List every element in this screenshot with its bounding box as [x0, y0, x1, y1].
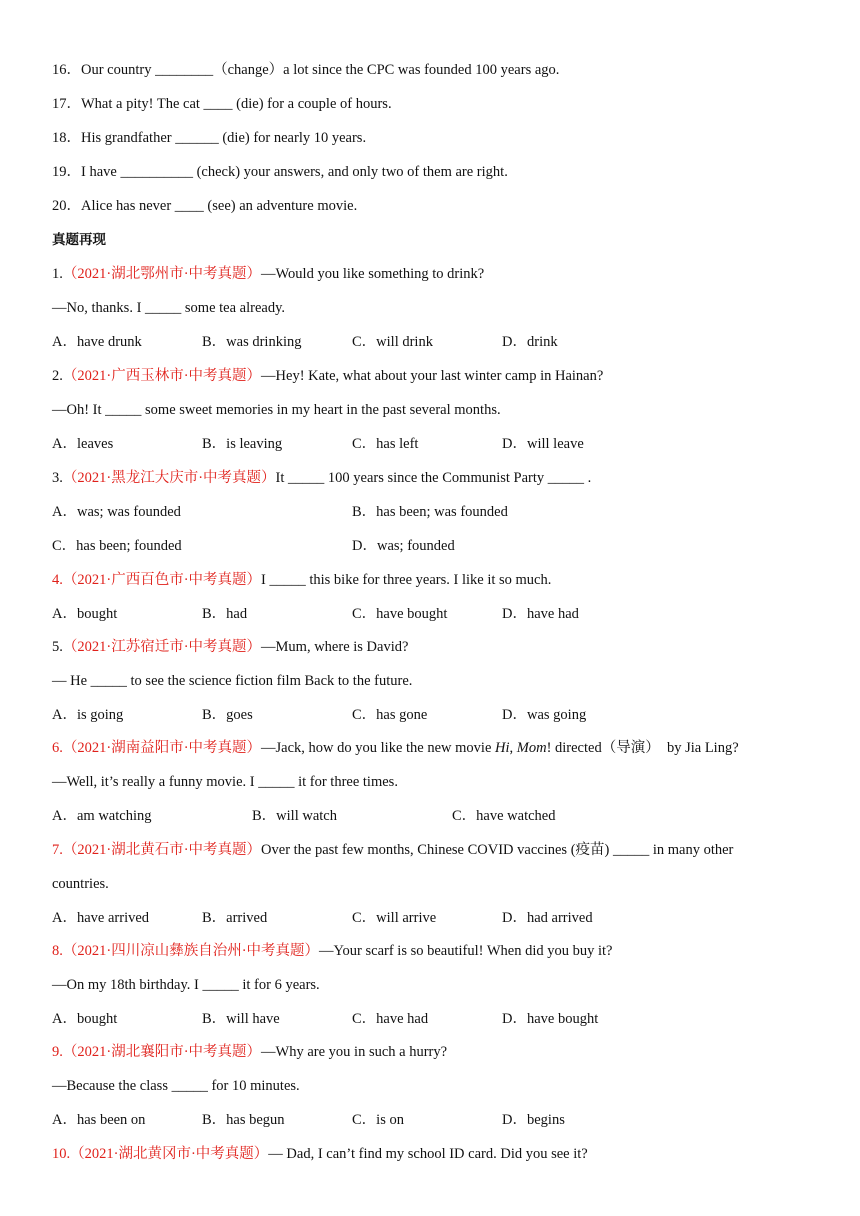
question-stem: Over the past few months, Chinese COVID vaccines (疫苗) _____ in many other — [261, 842, 734, 858]
question-source: （2021·黑龙江大庆市·中考真题） — [62, 470, 276, 486]
question-number: 7. — [52, 842, 63, 858]
question-source: （2021·湖北黄冈市·中考真题） — [70, 1146, 269, 1162]
question-8 — [52, 941, 613, 961]
question-6: 6.（2021·湖南益阳市·中考真题）—Jack, how do you like the new movie Hi, Mom! directed（导演） by Jia Ling? — [52, 740, 739, 756]
option-a[interactable]: A．have drunk — [52, 334, 142, 350]
option-c[interactable]: C．is on — [352, 1112, 404, 1128]
question-8-reply: —On my 18th birthday. I _____ it for 6 years. — [52, 977, 320, 993]
question-source: （2021·湖北鄂州市·中考真题） — [62, 266, 262, 282]
fill-in-18: 18．His grandfather ______ (die) for nearly 10 years. — [52, 130, 367, 146]
question-stem: —Jack, how do you like the new movie — [261, 740, 495, 756]
option-d[interactable]: D．begins — [502, 1112, 565, 1128]
option-a[interactable]: A．was; was founded — [52, 504, 181, 520]
question-text: I have __________ (check) your answers, and only two of them are right. — [81, 164, 508, 180]
option-a[interactable]: A．has been on — [52, 1112, 146, 1128]
option-b[interactable]: B．had — [202, 606, 248, 622]
option-c[interactable]: C．will arrive — [352, 910, 437, 926]
question-10 — [52, 1144, 588, 1164]
question-source: （2021·江苏宿迁市·中考真题） — [62, 639, 262, 655]
option-b[interactable]: B．arrived — [202, 910, 268, 926]
movie-title-mom: Mom — [516, 740, 547, 756]
question-number: 1. — [52, 266, 63, 282]
question-stem: —Your scarf is so beautiful! When did you buy it? — [319, 943, 613, 959]
question-text: Our country ________（change）a lot since the CPC was founded 100 years ago. — [81, 62, 560, 78]
option-a[interactable]: A．bought — [52, 606, 118, 622]
option-d[interactable]: D．drink — [502, 334, 558, 350]
question-source: （2021·湖北襄阳市·中考真题） — [62, 1044, 262, 1060]
question-source: （2021·湖南益阳市·中考真题） — [62, 740, 262, 756]
option-a[interactable]: A．am watching — [52, 808, 152, 824]
question-stem: —Hey! Kate, what about your last winter camp in Hainan? — [261, 368, 604, 384]
fill-in-20: 20．Alice has never ____ (see) an adventure movie. — [52, 198, 358, 214]
option-b[interactable]: B．was drinking — [202, 334, 302, 350]
option-b[interactable]: B．is leaving — [202, 436, 283, 452]
option-d[interactable]: D．will leave — [502, 436, 584, 452]
option-a[interactable]: A．have arrived — [52, 910, 150, 926]
option-b[interactable]: B．goes — [202, 707, 253, 723]
option-c[interactable]: C．have bought — [352, 606, 448, 622]
question-number: 9. — [52, 1044, 63, 1060]
question-1-reply: —No, thanks. I _____ some tea already. — [52, 300, 286, 316]
option-c[interactable]: C．have watched — [452, 808, 556, 824]
question-source: （2021·四川凉山彝族自治州·中考真题） — [62, 943, 320, 959]
question-text: What a pity! The cat ____ (die) for a couple of hours. — [81, 96, 392, 112]
question-number: 16 — [52, 62, 67, 78]
question-number: 10. — [52, 1146, 71, 1162]
question-number: 4. — [52, 572, 63, 588]
question-stem: —Would you like something to drink? — [261, 266, 485, 282]
fill-in-17: 17．What a pity! The cat ____ (die) for a couple of hours. — [52, 96, 392, 112]
option-b[interactable]: B．has begun — [202, 1112, 285, 1128]
option-b[interactable]: B．will have — [202, 1011, 280, 1027]
option-c[interactable]: C．will drink — [352, 334, 433, 350]
option-d[interactable]: D．was going — [502, 707, 587, 723]
option-d[interactable]: D．have had — [502, 606, 579, 622]
question-1 — [52, 264, 484, 284]
question-text: Alice has never ____ (see) an adventure movie. — [81, 198, 358, 214]
question-5 — [52, 637, 408, 657]
fill-in-19: 19．I have __________ (check) your answers, and only two of them are right. — [52, 164, 508, 180]
question-2-reply: —Oh! It _____ some sweet memories in my heart in the past several months. — [52, 402, 501, 418]
option-d[interactable]: D．had arrived — [502, 910, 593, 926]
question-number: 20 — [52, 198, 67, 214]
question-number: 2. — [52, 368, 63, 384]
option-a[interactable]: A．leaves — [52, 436, 114, 452]
question-stem: — Dad, I can’t find my school ID card. Did you see it? — [268, 1146, 588, 1162]
option-a[interactable]: A．is going — [52, 707, 124, 723]
option-d[interactable]: D．was; founded — [352, 538, 455, 554]
question-number: 3. — [52, 470, 63, 486]
question-stem: It _____ 100 years since the Communist Party _____ . — [275, 470, 592, 486]
question-number: 19 — [52, 164, 67, 180]
option-d[interactable]: D．have bought — [502, 1011, 599, 1027]
question-stem: —Mum, where is David? — [261, 639, 409, 655]
question-2 — [52, 366, 603, 386]
question-stem: —Why are you in such a hurry? — [261, 1044, 448, 1060]
movie-title-hi: Hi — [495, 740, 510, 756]
question-7 — [52, 840, 733, 860]
question-3 — [52, 468, 591, 488]
question-stem: I _____ this bike for three years. I like it so much. — [261, 572, 552, 588]
question-source: （2021·湖北黄石市·中考真题） — [62, 842, 262, 858]
option-c[interactable]: C．has gone — [352, 707, 428, 723]
question-source: （2021·广西玉林市·中考真题） — [62, 368, 262, 384]
question-4 — [52, 570, 551, 590]
question-source: （2021·广西百色市·中考真题） — [62, 572, 262, 588]
question-number: 18 — [52, 130, 67, 146]
option-b[interactable]: B．has been; was founded — [352, 504, 508, 520]
option-a[interactable]: A．bought — [52, 1011, 118, 1027]
fill-in-16: 16．Our country ________（change）a lot since the CPC was founded 100 years ago. — [52, 62, 560, 78]
section-title: 真题再现 — [52, 232, 106, 248]
question-6-reply: —Well, it’s really a funny movie. I _____ it for three times. — [52, 774, 398, 790]
option-c[interactable]: C．have had — [352, 1011, 429, 1027]
question-9 — [52, 1042, 447, 1062]
option-c[interactable]: C．has been; founded — [52, 538, 182, 554]
option-c[interactable]: C．has left — [352, 436, 419, 452]
question-9-reply: —Because the class _____ for 10 minutes. — [52, 1078, 300, 1094]
question-5-reply: — He _____ to see the science fiction film Back to the future. — [52, 673, 413, 689]
question-number: 6. — [52, 740, 63, 756]
option-b[interactable]: B．will watch — [252, 808, 337, 824]
question-number: 8. — [52, 943, 63, 959]
question-7-continued: countries. — [52, 876, 109, 892]
question-text: His grandfather ______ (die) for nearly 10 years. — [81, 130, 367, 146]
question-number: 17 — [52, 96, 67, 112]
question-number: 5. — [52, 639, 63, 655]
